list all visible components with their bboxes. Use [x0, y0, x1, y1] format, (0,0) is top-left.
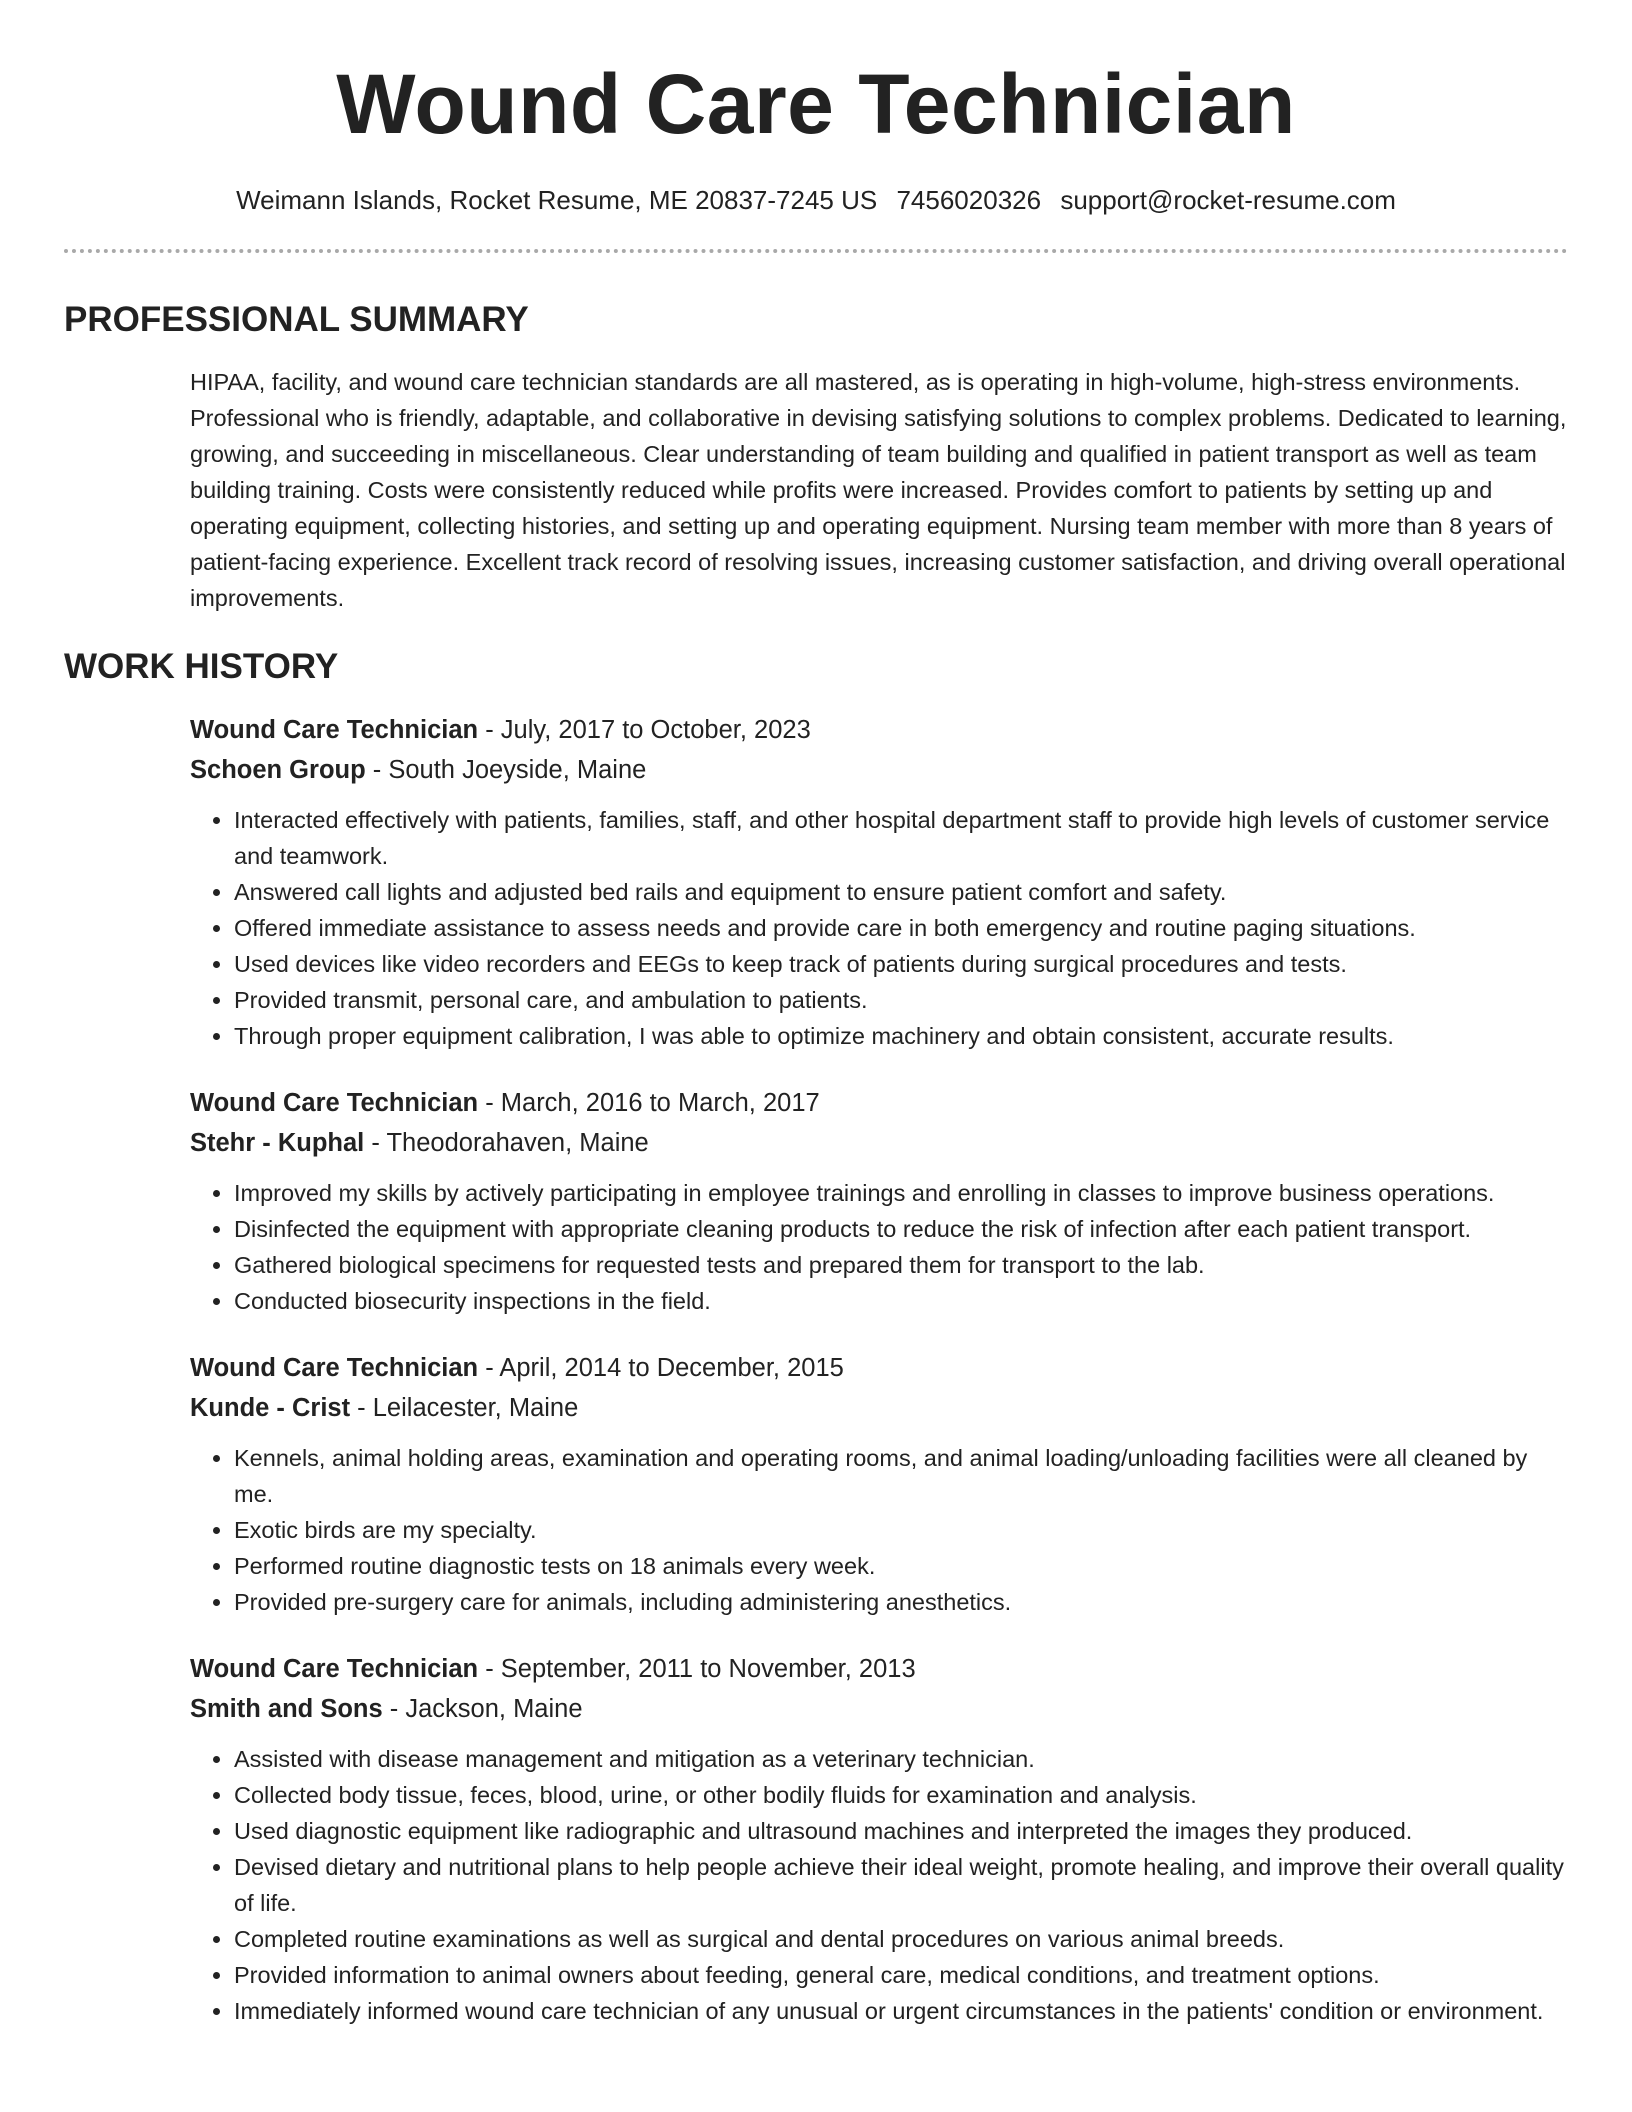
- job-entry: [190, 1083, 1568, 1319]
- job-role: Wound Care Technician: [190, 1089, 479, 1117]
- job-bullets: [190, 1175, 1568, 1319]
- job-company: Smith and Sons: [190, 1695, 383, 1723]
- job-company: Kunde - Crist: [190, 1394, 351, 1422]
- job-dates: - March, 2016 to March, 2017: [478, 1089, 820, 1117]
- job-bullet: • Assisted with disease management and mitigation as a veterinary technician.: [234, 1741, 1568, 1777]
- job-bullet: • Performed routine diagnostic tests on 18 animals every week.: [234, 1548, 1568, 1584]
- contact-email[interactable]: support@rocket-resume.com: [1060, 185, 1396, 215]
- job-company: Schoen Group: [190, 756, 366, 784]
- job-bullet: • Answered call lights and adjusted bed rails and equipment to ensure patient comfort and safety.: [234, 874, 1568, 910]
- contact-line: [64, 182, 1568, 218]
- job-bullet: • Devised dietary and nutritional plans to help people achieve their ideal weight, promote healing, and improve their overall quality of life.: [234, 1849, 1568, 1921]
- job-title-line: [190, 1649, 1568, 1689]
- job-bullet: • Used devices like video recorders and EEGs to keep track of patients during surgical procedures and tests.: [234, 946, 1568, 982]
- job-company-line: [190, 1689, 1568, 1729]
- contact-phone[interactable]: 7456020326: [896, 185, 1042, 215]
- job-bullet: • Completed routine examinations as well as surgical and dental procedures on various animal breeds.: [234, 1921, 1568, 1957]
- job-entry: [190, 710, 1568, 1054]
- summary-text: HIPAA, facility, and wound care technician standards are all mastered, as is operating in high-volume, high-stress environments. Professional who is friendly, adaptable, and collaborative in devising satisfying solutions to complex problems. Dedicated to learning, growing, and succeeding in miscellaneous. Clear understanding of team building and qualified in patient transport as well as team building training. Costs were consistently reduced while profits were increased. Provides comfort to patients by setting up and operating equipment, collecting histories, and setting up and operating equipment. Nursing team member with more than 8 years of patient-facing experience. Excellent track record of resolving issues, increasing customer satisfaction, and driving overall operational improvements.: [190, 369, 1567, 611]
- job-bullet: • Kennels, animal holding areas, examination and operating rooms, and animal loading/unloading facilities were all cleaned by me.: [234, 1440, 1568, 1512]
- job-dates: - April, 2014 to December, 2015: [478, 1354, 844, 1382]
- job-role: Wound Care Technician: [190, 1655, 479, 1683]
- job-company-line: [190, 1123, 1568, 1163]
- job-dates: - July, 2017 to October, 2023: [478, 716, 811, 744]
- job-title-line: [190, 1348, 1568, 1388]
- contact-address: Weimann Islands, Rocket Resume, ME 20837-7245 US: [236, 185, 878, 215]
- job-entry: [190, 1348, 1568, 1620]
- job-bullets: [190, 1741, 1568, 2029]
- work-history-heading: WORK HISTORY: [64, 647, 339, 686]
- job-bullet: • Conducted biosecurity inspections in the field.: [234, 1283, 1568, 1319]
- job-location: - Theodorahaven, Maine: [364, 1129, 649, 1157]
- job-location: - Leilacester, Maine: [350, 1394, 579, 1422]
- job-role: Wound Care Technician: [190, 716, 479, 744]
- job-bullets: [190, 802, 1568, 1054]
- job-entry: [190, 1649, 1568, 2029]
- job-bullets: [190, 1440, 1568, 1620]
- resume-title: Wound Care Technician: [336, 57, 1296, 151]
- job-bullet: • Provided pre-surgery care for animals, including administering anesthetics.: [234, 1584, 1568, 1620]
- job-title-line: [190, 710, 1568, 750]
- job-location: - South Joeyside, Maine: [365, 756, 647, 784]
- job-bullet: • Improved my skills by actively participating in employee trainings and enrolling in classes to improve business operations.: [234, 1175, 1568, 1211]
- job-company-line: [190, 750, 1568, 790]
- job-title-line: [190, 1083, 1568, 1123]
- header-divider: [64, 249, 1568, 253]
- job-bullet: • Collected body tissue, feces, blood, urine, or other bodily fluids for examination and analysis.: [234, 1777, 1568, 1813]
- job-dates: - September, 2011 to November, 2013: [478, 1655, 916, 1683]
- job-location: - Jackson, Maine: [382, 1695, 583, 1723]
- summary-heading: PROFESSIONAL SUMMARY: [64, 300, 529, 339]
- job-bullet: • Through proper equipment calibration, I was able to optimize machinery and obtain consistent, accurate results.: [234, 1018, 1568, 1054]
- job-bullet: • Used diagnostic equipment like radiographic and ultrasound machines and interpreted the images they produced.: [234, 1813, 1568, 1849]
- job-bullet: • Interacted effectively with patients, families, staff, and other hospital department staff to provide high levels of customer service and teamwork.: [234, 802, 1568, 874]
- job-bullet: • Gathered biological specimens for requested tests and prepared them for transport to the lab.: [234, 1247, 1568, 1283]
- job-company: Stehr - Kuphal: [190, 1129, 365, 1157]
- job-role: Wound Care Technician: [190, 1354, 479, 1382]
- work-history-list: [190, 710, 1568, 2029]
- job-company-line: [190, 1388, 1568, 1428]
- job-bullet: • Provided information to animal owners about feeding, general care, medical conditions, and treatment options.: [234, 1957, 1568, 1993]
- job-bullet: • Disinfected the equipment with appropriate cleaning products to reduce the risk of infection after each patient transport.: [234, 1211, 1568, 1247]
- job-bullet: • Provided transmit, personal care, and ambulation to patients.: [234, 982, 1568, 1018]
- job-bullet: • Immediately informed wound care technician of any unusual or urgent circumstances in the patients' condition or environment.: [234, 1993, 1568, 2029]
- job-bullet: • Offered immediate assistance to assess needs and provide care in both emergency and routine paging situations.: [234, 910, 1568, 946]
- job-bullet: • Exotic birds are my specialty.: [234, 1512, 1568, 1548]
